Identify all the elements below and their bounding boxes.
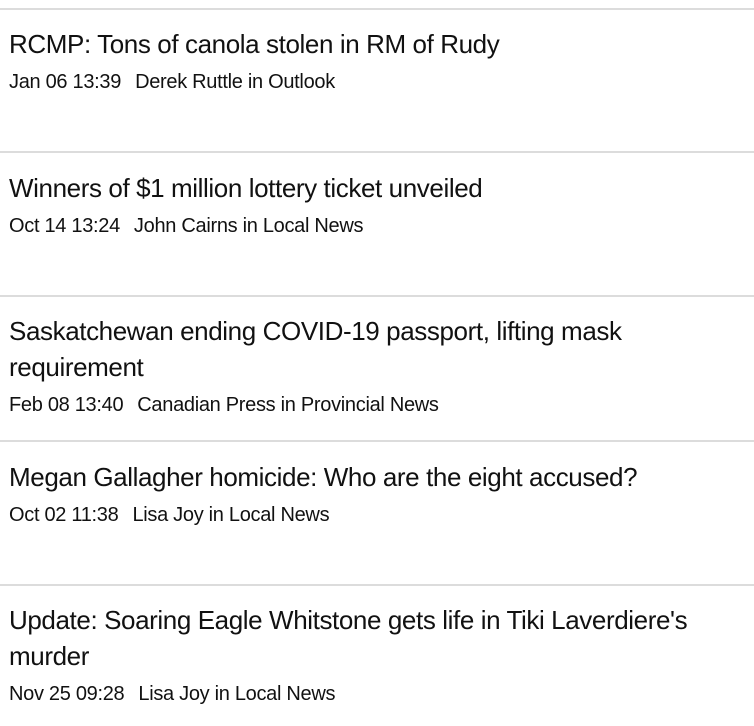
story-headline-link[interactable]: Saskatchewan ending COVID-19 passport, lifting mask requirement (9, 316, 622, 382)
divider (0, 8, 754, 10)
story-headline-link[interactable]: RCMP: Tons of canola stolen in RM of Rudy (9, 29, 500, 59)
story-byline: Canadian Press in Provincial News (137, 394, 439, 416)
story-item[interactable] (0, 313, 754, 419)
story-date: Jan 06 13:39 (9, 71, 122, 93)
story-byline: Lisa Joy in Local News (138, 683, 336, 705)
story-byline: Lisa Joy in Local News (132, 504, 330, 526)
story-meta (9, 501, 745, 529)
story-meta (9, 391, 745, 419)
story-date: Oct 14 13:24 (9, 215, 120, 237)
story-byline: John Cairns in Local News (133, 215, 364, 237)
story-item[interactable] (0, 26, 754, 96)
story-date: Feb 08 13:40 (9, 394, 124, 416)
story-meta (9, 212, 745, 240)
story-meta (9, 680, 745, 708)
divider (0, 151, 754, 153)
story-headline-link[interactable]: Winners of $1 million lottery ticket unveiled (9, 173, 483, 203)
story-headline-link[interactable]: Megan Gallagher homicide: Who are the eight accused? (9, 462, 638, 492)
story-meta (9, 68, 745, 96)
divider (0, 295, 754, 297)
story-date: Oct 02 11:38 (9, 504, 119, 526)
story-byline: Derek Ruttle in Outlook (135, 71, 335, 93)
story-date: Nov 25 09:28 (9, 683, 125, 705)
story-item[interactable] (0, 459, 754, 529)
story-headline-link[interactable]: Update: Soaring Eagle Whitstone gets life in Tiki Laverdiere's murder (9, 605, 688, 671)
story-item[interactable] (0, 602, 754, 708)
divider (0, 440, 754, 442)
story-item[interactable] (0, 170, 754, 240)
divider (0, 584, 754, 586)
